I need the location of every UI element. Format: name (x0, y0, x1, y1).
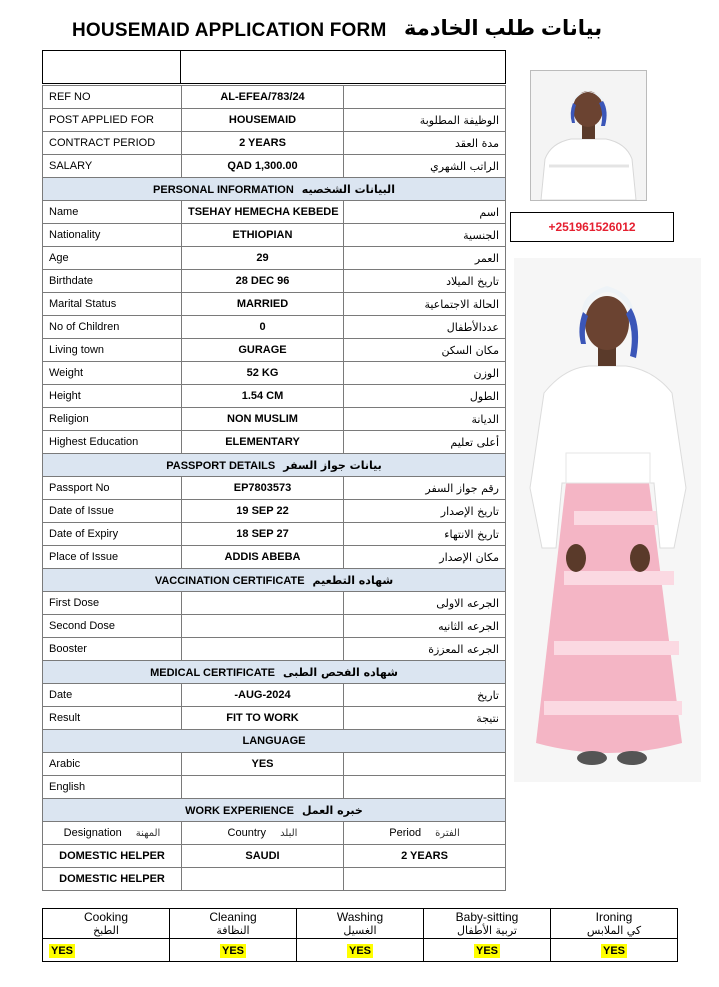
field-value: GURAGE (182, 339, 344, 362)
work-designation: DOMESTIC HELPER (43, 845, 182, 868)
field-value: 19 SEP 22 (182, 500, 344, 523)
skill-cell (43, 909, 170, 939)
field-value: ELEMENTARY (182, 431, 344, 454)
section-title (43, 730, 506, 753)
form-row (43, 293, 506, 316)
skill-answer-cell (170, 939, 297, 962)
field-label-arabic: أعلى تعليم (344, 431, 506, 454)
field-value (182, 638, 344, 661)
field-label: First Dose (43, 592, 182, 615)
section-title (43, 178, 506, 201)
field-label: Age (43, 247, 182, 270)
skill-name-arabic: تربية الأطفال (457, 924, 517, 937)
field-label-arabic: نتيجة (344, 707, 506, 730)
form-row (43, 247, 506, 270)
form-row (43, 753, 506, 776)
form-row (43, 638, 506, 661)
field-label-arabic: الجنسية (344, 224, 506, 247)
field-label: Passport No (43, 477, 182, 500)
field-label: POST APPLIED FOR (43, 109, 182, 132)
section-title-en: WORK EXPERIENCE (185, 804, 294, 817)
skill-name: Ironing (595, 910, 633, 924)
form-row (43, 86, 506, 109)
skill-answer-cell (297, 939, 424, 962)
section-header (43, 454, 506, 477)
section-title (43, 661, 506, 684)
field-label: Marital Status (43, 293, 182, 316)
form-row (43, 155, 506, 178)
skill-cell (297, 909, 424, 939)
section-title-ar: شهاده التطعيم (312, 573, 394, 587)
top-blank-box (42, 50, 506, 84)
field-label: Booster (43, 638, 182, 661)
field-label-arabic: مكان الإصدار (344, 546, 506, 569)
skill-answer: YES (602, 945, 625, 957)
skill-cell (551, 909, 678, 939)
skill-name: Baby-sitting (455, 910, 519, 924)
full-figure (514, 258, 701, 782)
field-value (182, 615, 344, 638)
field-label-arabic: الديانة (344, 408, 506, 431)
section-title-en: PASSPORT DETAILS (166, 459, 276, 472)
skill-name-arabic: كي الملابس (586, 924, 642, 937)
applicant-photo-portrait (530, 70, 647, 201)
field-label: CONTRACT PERIOD (43, 132, 182, 155)
skill-answer: YES (221, 945, 244, 957)
form-row (43, 109, 506, 132)
skill-name: Washing (336, 910, 384, 924)
work-row (43, 868, 506, 891)
form-row (43, 316, 506, 339)
field-label-arabic (344, 776, 506, 799)
section-title-en: VACCINATION CERTIFICATE (154, 574, 305, 587)
designation-header (43, 822, 182, 845)
country-header-ar: البلد (280, 828, 298, 839)
field-label-arabic: اسم (344, 201, 506, 224)
field-label-arabic: تاريخ الإصدار (344, 500, 506, 523)
designation-header-ar: المهنة (135, 828, 161, 839)
skill-answer-cell (43, 939, 170, 962)
section-title-en: PERSONAL INFORMATION (153, 183, 294, 196)
section-title-ar: شهاده الفحص الطبى (282, 665, 398, 679)
skill-answer: YES (475, 945, 498, 957)
field-value: 28 DEC 96 (182, 270, 344, 293)
field-value: ADDIS ABEBA (182, 546, 344, 569)
field-value: AL-EFEA/783/24 (182, 86, 344, 109)
field-label-arabic: الجرعه الثانيه (344, 615, 506, 638)
skill-answer: YES (51, 945, 74, 957)
field-value: 0 (182, 316, 344, 339)
field-label: Religion (43, 408, 182, 431)
skill-cell (424, 909, 551, 939)
field-label: Second Dose (43, 615, 182, 638)
form-row (43, 270, 506, 293)
period-header (344, 822, 506, 845)
skill-answer-cell (424, 939, 551, 962)
section-header (43, 178, 506, 201)
form-row (43, 431, 506, 454)
form-row (43, 339, 506, 362)
work-row (43, 845, 506, 868)
field-value: 18 SEP 27 (182, 523, 344, 546)
field-label-arabic: مدة العقد (344, 132, 506, 155)
country-header-en: Country (227, 827, 267, 839)
form-row (43, 615, 506, 638)
field-label: Height (43, 385, 182, 408)
form-row (43, 201, 506, 224)
field-label: English (43, 776, 182, 799)
field-label: Birthdate (43, 270, 182, 293)
field-value: EP7803573 (182, 477, 344, 500)
field-label-arabic: عددالأطفال (344, 316, 506, 339)
field-label-arabic: مكان السكن (344, 339, 506, 362)
form-row (43, 500, 506, 523)
form-row (43, 523, 506, 546)
field-value: ETHIOPIAN (182, 224, 344, 247)
field-label: Living town (43, 339, 182, 362)
section-header (43, 569, 506, 592)
section-title-ar: خبره العمل (301, 803, 363, 817)
field-value (182, 776, 344, 799)
applicant-photo-full (514, 258, 701, 782)
field-value: NON MUSLIM (182, 408, 344, 431)
form-row (43, 224, 506, 247)
field-label: REF NO (43, 86, 182, 109)
period-header-ar: الفترة (435, 828, 460, 839)
field-label-arabic: الطول (344, 385, 506, 408)
field-value: -AUG-2024 (182, 684, 344, 707)
field-label-arabic (344, 86, 506, 109)
form-row (43, 477, 506, 500)
form-row (43, 385, 506, 408)
field-label: Highest Education (43, 431, 182, 454)
skill-cell (170, 909, 297, 939)
field-label-arabic: الحالة الاجتماعية (344, 293, 506, 316)
application-table (42, 85, 506, 891)
field-label-arabic: تاريخ الميلاد (344, 270, 506, 293)
portrait-figure (531, 71, 646, 200)
work-period (344, 868, 506, 891)
skill-name-arabic: الطبخ (93, 924, 119, 937)
section-title-en: LANGUAGE (242, 735, 306, 747)
work-country: SAUDI (182, 845, 344, 868)
form-row (43, 707, 506, 730)
field-value: 52 KG (182, 362, 344, 385)
field-value: YES (182, 753, 344, 776)
field-label-arabic: رقم جواز السفر (344, 477, 506, 500)
section-title (43, 569, 506, 592)
section-title (43, 454, 506, 477)
form-row (43, 546, 506, 569)
form-row (43, 408, 506, 431)
field-value: 29 (182, 247, 344, 270)
field-label-arabic: الوظيفة المطلوبة (344, 109, 506, 132)
period-header-en: Period (389, 827, 422, 839)
field-label-arabic (344, 753, 506, 776)
section-header (43, 730, 506, 753)
field-label: Date of Issue (43, 500, 182, 523)
field-label-arabic: الوزن (344, 362, 506, 385)
field-label: Weight (43, 362, 182, 385)
field-value: 1.54 CM (182, 385, 344, 408)
field-label: Date (43, 684, 182, 707)
field-label-arabic: الجرعه الاولى (344, 592, 506, 615)
field-label: No of Children (43, 316, 182, 339)
field-label: Arabic (43, 753, 182, 776)
form-row (43, 592, 506, 615)
field-value: TSEHAY HEMECHA KEBEDE (182, 201, 344, 224)
form-title-arabic: بيانات طلب الخادمة (404, 17, 603, 40)
section-title-ar: البيانات الشخصيه (301, 182, 395, 196)
skill-name: Cleaning (209, 910, 257, 924)
phone-number: +251961526012 (510, 212, 674, 242)
field-value (182, 592, 344, 615)
field-label: SALARY (43, 155, 182, 178)
work-designation: DOMESTIC HELPER (43, 868, 182, 891)
field-label-arabic: العمر (344, 247, 506, 270)
field-label: Date of Expiry (43, 523, 182, 546)
country-header (182, 822, 344, 845)
form-row (43, 776, 506, 799)
designation-header-en: Designation (63, 827, 122, 839)
skill-name-arabic: النظافة (216, 924, 250, 937)
work-country (182, 868, 344, 891)
skill-answer: YES (348, 945, 371, 957)
section-title (43, 799, 506, 822)
form-title: HOUSEMAID APPLICATION FORM (72, 20, 387, 41)
section-header (43, 661, 506, 684)
field-label-arabic: تاريخ (344, 684, 506, 707)
field-label: Name (43, 201, 182, 224)
field-value: MARRIED (182, 293, 344, 316)
work-column-headers (43, 822, 506, 845)
section-header (43, 799, 506, 822)
field-label-arabic: الراتب الشهري (344, 155, 506, 178)
field-value: QAD 1,300.00 (182, 155, 344, 178)
section-title-en: MEDICAL CERTIFICATE (150, 666, 275, 679)
field-value: HOUSEMAID (182, 109, 344, 132)
form-row (43, 132, 506, 155)
skill-name: Cooking (83, 910, 129, 924)
field-label: Nationality (43, 224, 182, 247)
field-value: FIT TO WORK (182, 707, 344, 730)
section-title-ar: بيانات جواز السفر (283, 458, 382, 472)
form-row (43, 362, 506, 385)
field-label: Place of Issue (43, 546, 182, 569)
skill-name-arabic: الغسيل (343, 924, 377, 937)
work-period: 2 YEARS (344, 845, 506, 868)
field-value: 2 YEARS (182, 132, 344, 155)
form-row (43, 684, 506, 707)
field-label-arabic: تاريخ الانتهاء (344, 523, 506, 546)
field-label-arabic: الجرعه المعززة (344, 638, 506, 661)
skill-answer-cell (551, 939, 678, 962)
field-label: Result (43, 707, 182, 730)
skills-table (42, 908, 678, 962)
